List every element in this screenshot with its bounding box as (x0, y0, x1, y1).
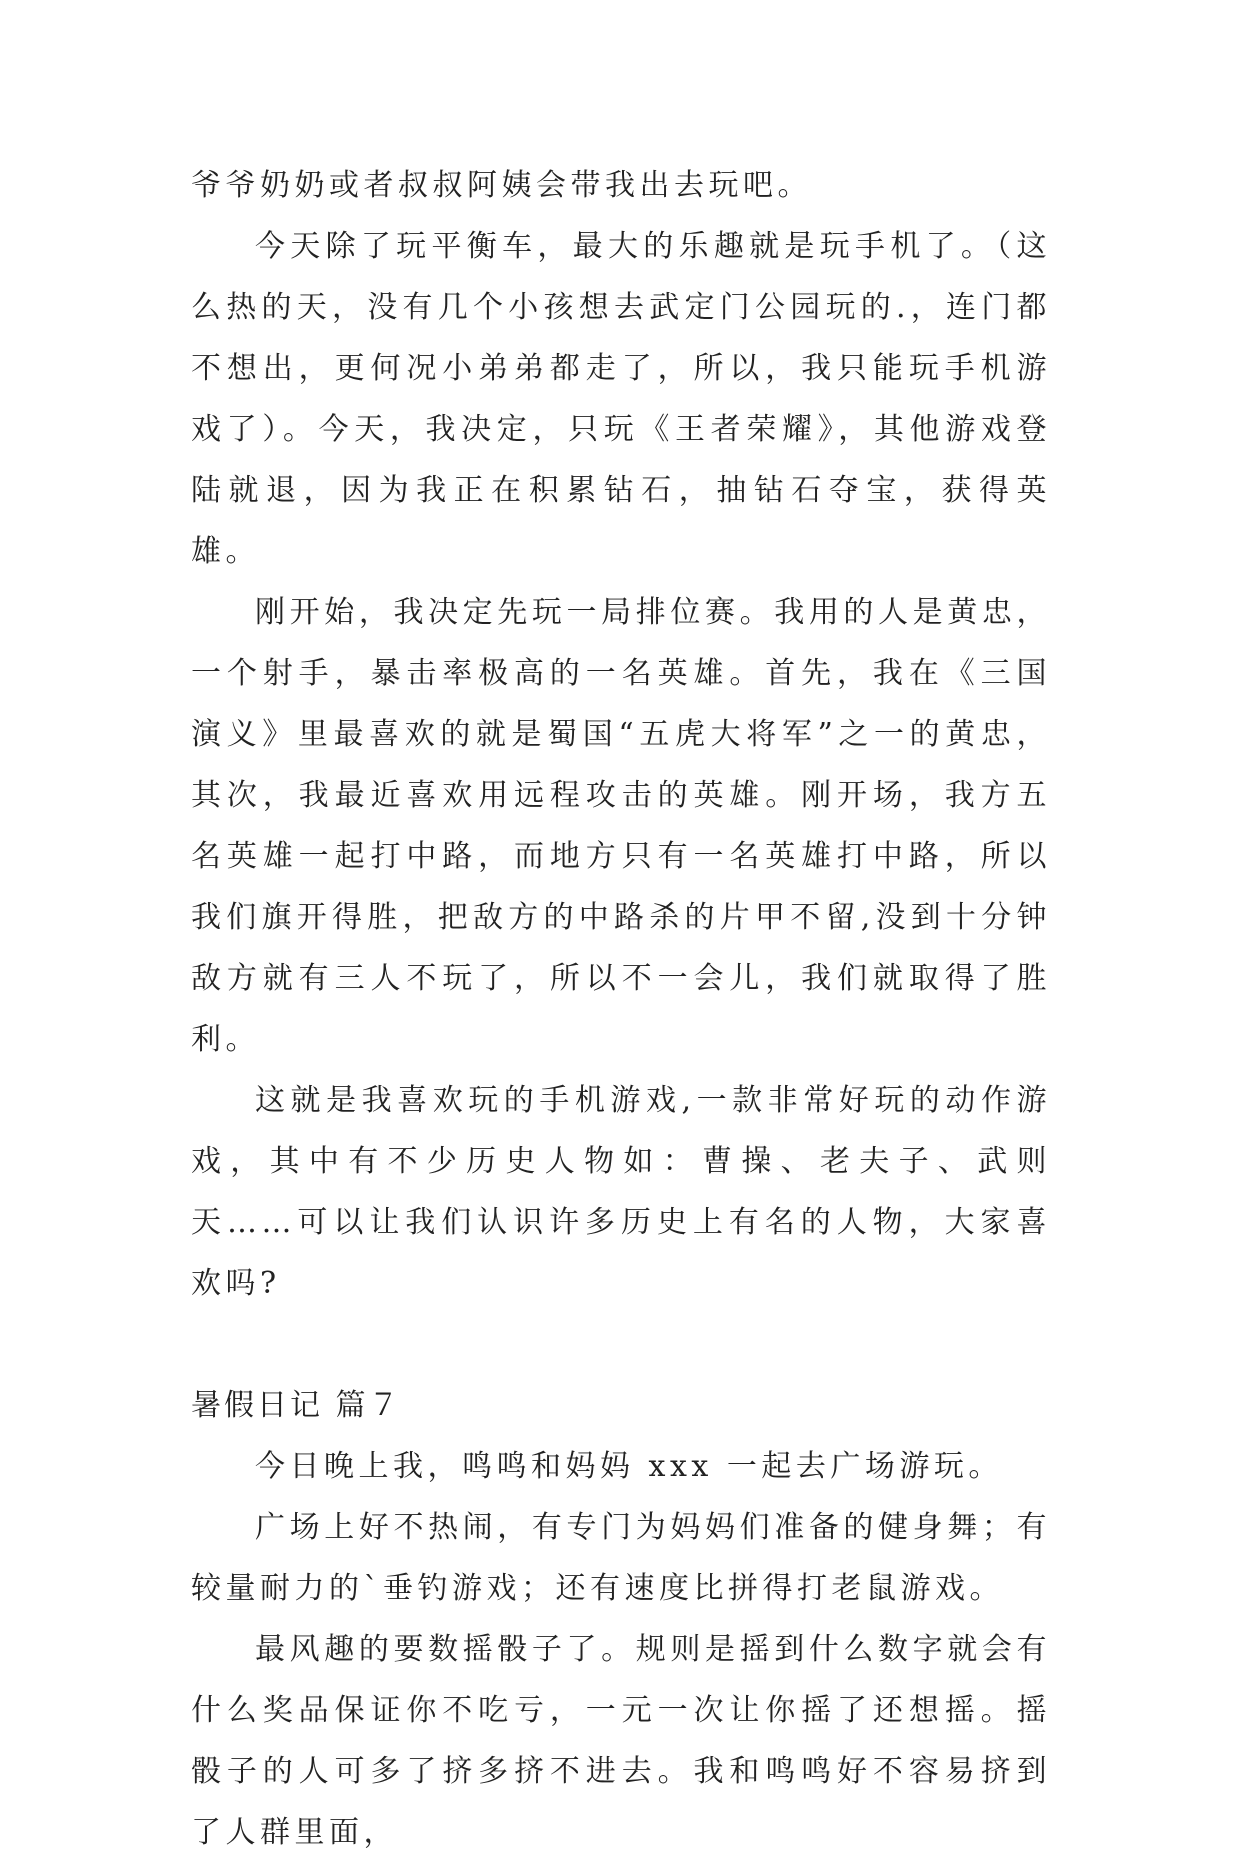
section-title: 暑假日记 篇７ (191, 1388, 402, 1423)
paragraph: 最风趣的要数摇骰子了。规则是摇到什么数字就会有什么奖品保证你不吃亏，一元一次让你摇了还想摇。摇骰子的人可多了挤多挤不进去。我和鸣鸣好不容易挤到了人群里面， (191, 1632, 1051, 1850)
paragraph: 这就是我喜欢玩的手机游戏,一款非常好玩的动作游戏，其中有不少历史人物如：曹操、老夫子、武则天……可以让我们认识许多历史上有名的人物，大家喜欢吗? (191, 1083, 1051, 1301)
paragraph-continued: 爷爷奶奶或者叔叔阿姨会带我出去玩吧。 (191, 168, 812, 203)
paragraph: 今天除了玩平衡车，最大的乐趣就是玩手机了。（这么热的天，没有几个小孩想去武定门公园玩的.，连门都不想出，更何况小弟弟都走了，所以，我只能玩手机游戏了）。今天，我决定，只玩《王者荣耀》，其他游戏登陆就退，因为我正在积累钻石，抽钻石夺宝，获得英雄。 (191, 229, 1051, 569)
document-body (191, 155, 1051, 1863)
paragraph: 刚开始，我决定先玩一局排位赛。我用的人是黄忠，一个射手，暴击率极高的一名英雄。首先，我在《三国演义》里最喜欢的就是蜀国“五虎大将军”之一的黄忠，其次，我最近喜欢用远程攻击的英雄。刚开场，我方五名英雄一起打中路，而地方只有一名英雄打中路，所以我们旗开得胜，把敌方的中路杀的片甲不留,没到十分钟敌方就有三人不玩了，所以不一会儿，我们就取得了胜利。 (191, 595, 1051, 1057)
paragraph: 广场上好不热闹，有专门为妈妈们准备的健身舞；有较量耐力的`垂钓游戏；还有速度比拼得打老鼠游戏。 (191, 1510, 1051, 1606)
paragraph: 今日晚上我，鸣鸣和妈妈 xxx 一起去广场游玩。 (255, 1449, 1003, 1484)
